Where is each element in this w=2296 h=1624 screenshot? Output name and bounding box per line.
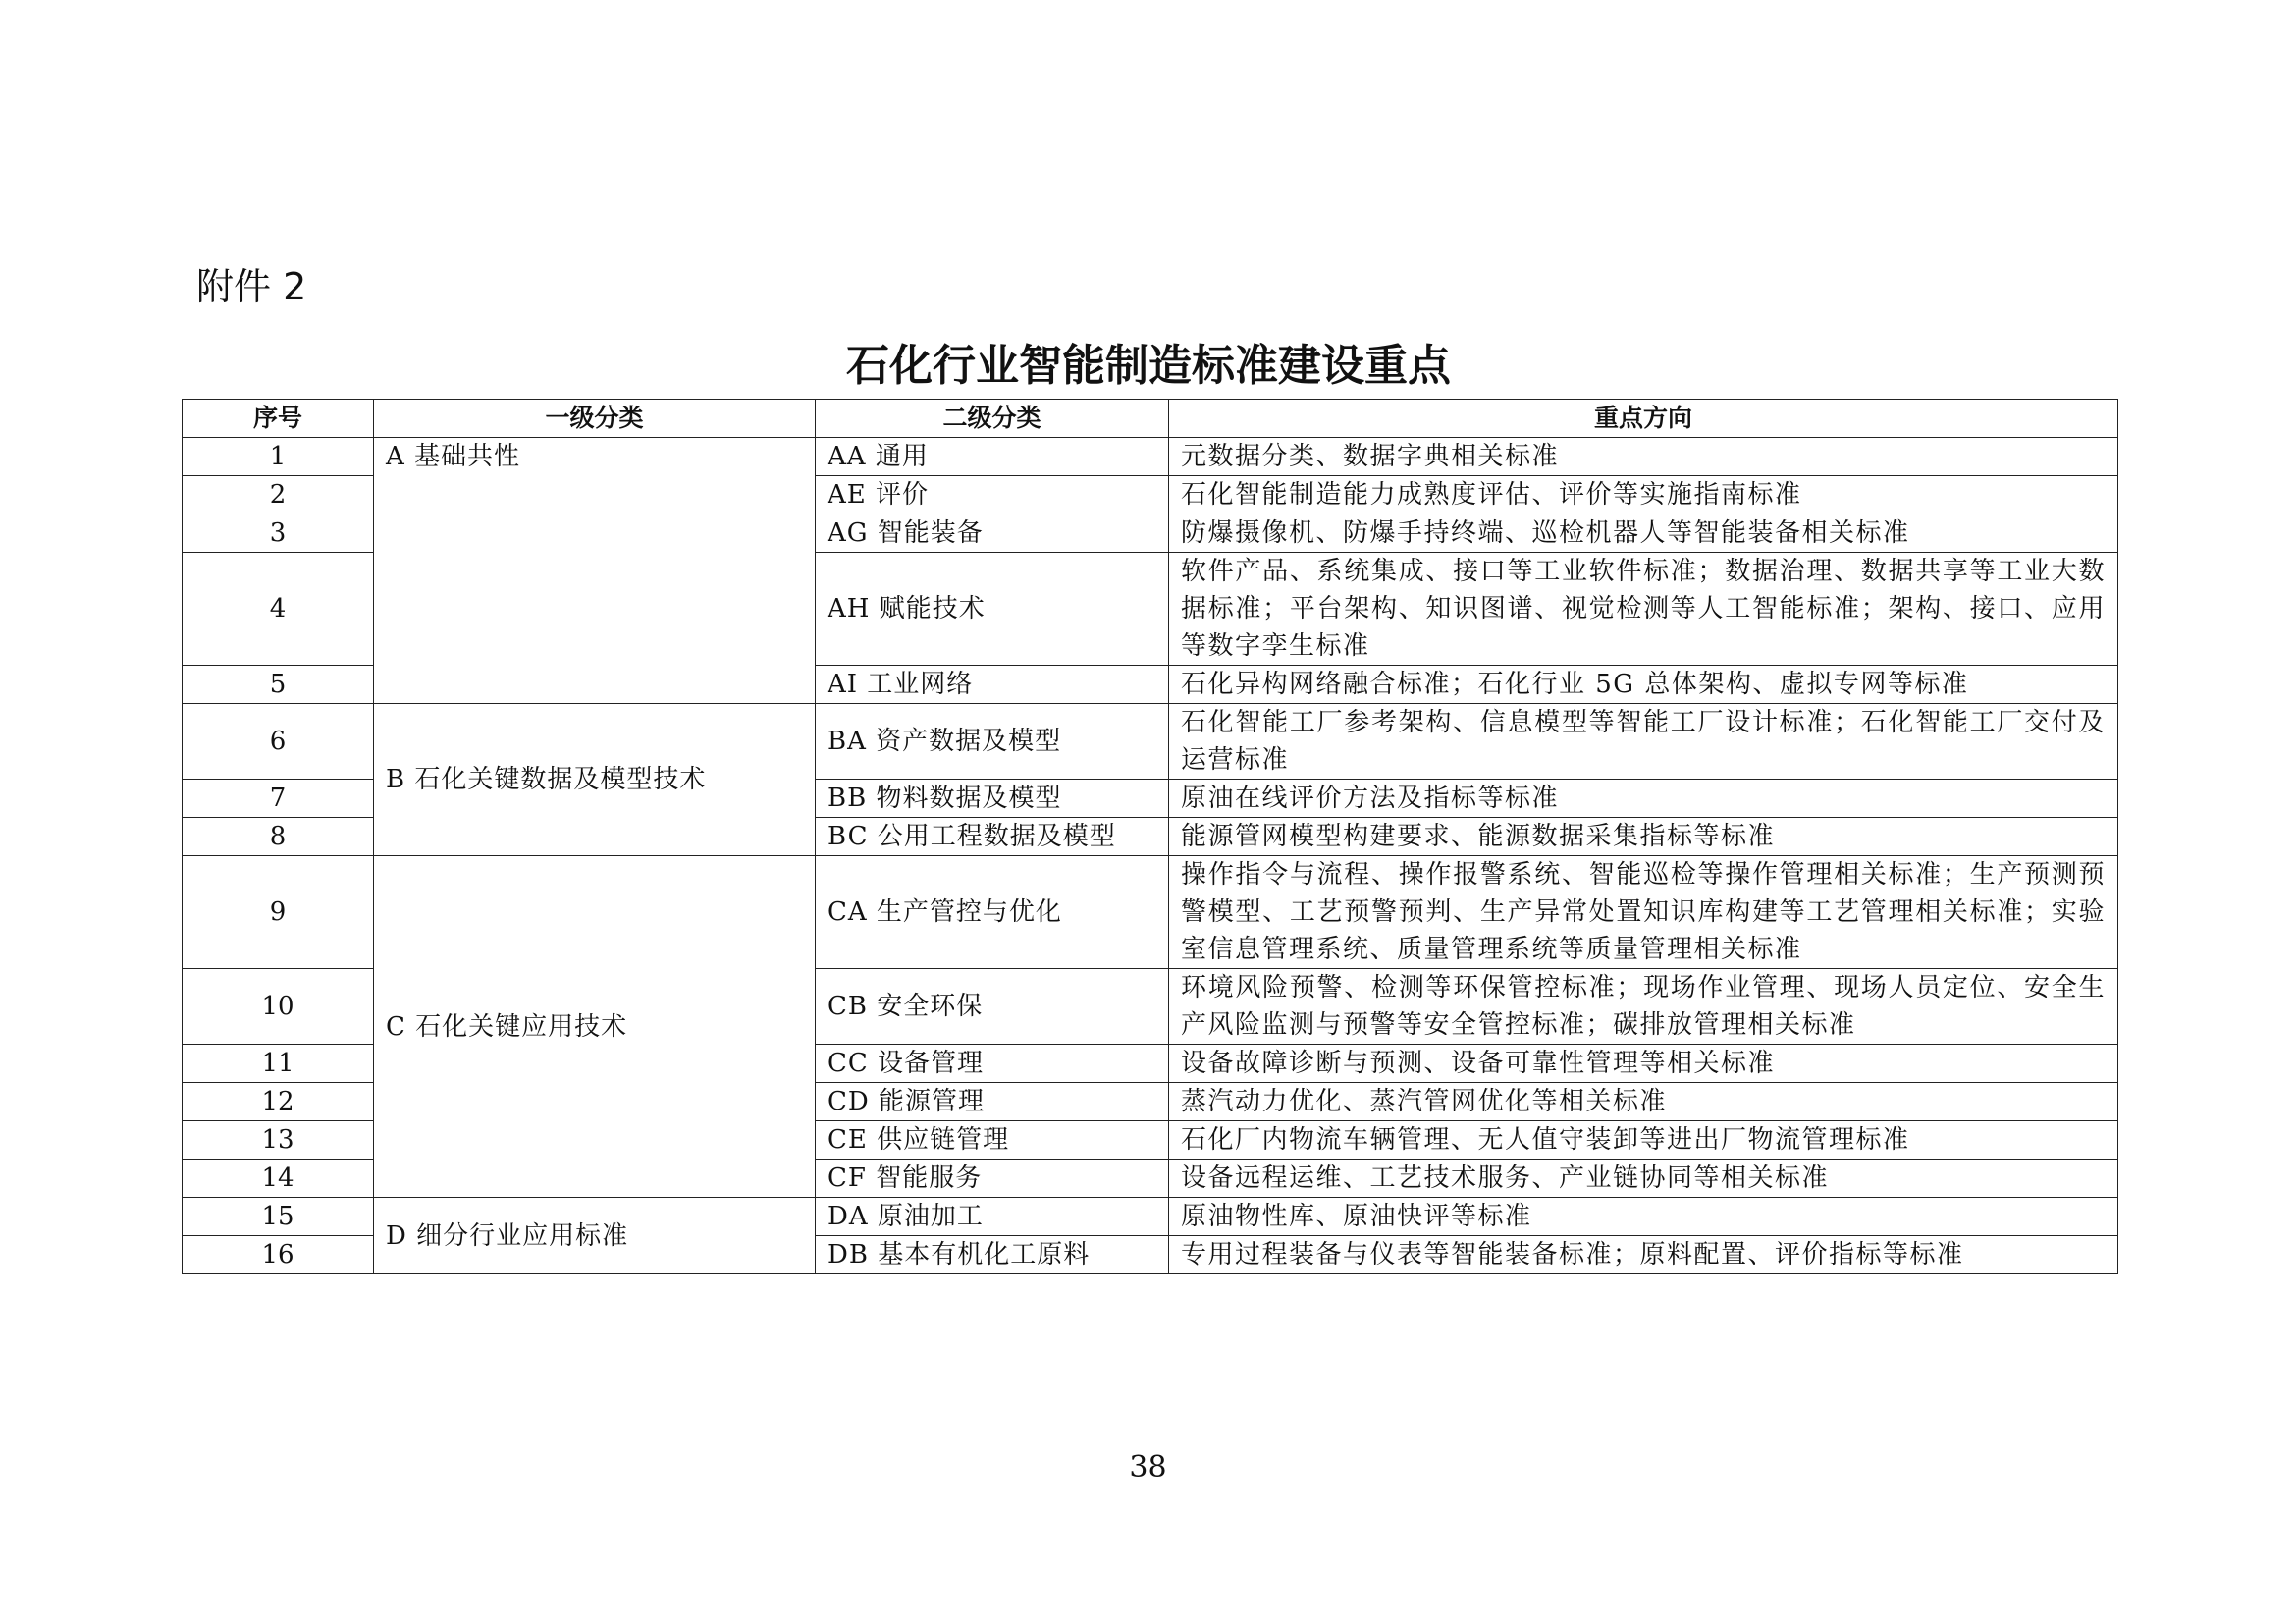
level2-category-cell: CA 生产管控与优化 — [816, 856, 1169, 969]
level2-category-cell: DB 基本有机化工原料 — [816, 1236, 1169, 1274]
row-number: 15 — [183, 1198, 374, 1236]
row-number: 2 — [183, 476, 374, 514]
row-number: 16 — [183, 1236, 374, 1274]
standards-table — [182, 399, 2118, 1274]
table-row — [183, 704, 2118, 780]
header-level2-category: 二级分类 — [816, 400, 1169, 438]
header-seq: 序号 — [183, 400, 374, 438]
row-number: 13 — [183, 1121, 374, 1160]
focus-direction-cell: 石化智能工厂参考架构、信息模型等智能工厂设计标准；石化智能工厂交付及运营标准 — [1169, 704, 2118, 780]
level2-category-cell: AH 赋能技术 — [816, 553, 1169, 666]
level2-category-cell: BB 物料数据及模型 — [816, 780, 1169, 818]
focus-direction-cell: 元数据分类、数据字典相关标准 — [1169, 438, 2118, 476]
level2-category-cell: AI 工业网络 — [816, 666, 1169, 704]
row-number: 12 — [183, 1083, 374, 1121]
focus-direction-cell: 设备远程运维、工艺技术服务、产业链协同等相关标准 — [1169, 1160, 2118, 1198]
focus-direction-cell: 原油在线评价方法及指标等标准 — [1169, 780, 2118, 818]
focus-direction-cell: 蒸汽动力优化、蒸汽管网优化等相关标准 — [1169, 1083, 2118, 1121]
row-number: 10 — [183, 969, 374, 1045]
level2-category-cell: CC 设备管理 — [816, 1045, 1169, 1083]
level2-category-cell: CF 智能服务 — [816, 1160, 1169, 1198]
table-row — [183, 856, 2118, 969]
level1-category-cell: D 细分行业应用标准 — [374, 1198, 816, 1274]
row-number: 14 — [183, 1160, 374, 1198]
level1-category-cell: A 基础共性 — [374, 438, 816, 704]
row-number: 6 — [183, 704, 374, 780]
attachment-label: 附件 2 — [196, 265, 307, 308]
focus-direction-cell: 专用过程装备与仪表等智能装备标准；原料配置、评价指标等标准 — [1169, 1236, 2118, 1274]
focus-direction-cell: 设备故障诊断与预测、设备可靠性管理等相关标准 — [1169, 1045, 2118, 1083]
table-header-row — [183, 400, 2118, 438]
focus-direction-cell: 防爆摄像机、防爆手持终端、巡检机器人等智能装备相关标准 — [1169, 514, 2118, 553]
level2-category-cell: CB 安全环保 — [816, 969, 1169, 1045]
focus-direction-cell: 石化异构网络融合标准；石化行业 5G 总体架构、虚拟专网等标准 — [1169, 666, 2118, 704]
row-number: 1 — [183, 438, 374, 476]
level2-category-cell: AG 智能装备 — [816, 514, 1169, 553]
focus-direction-cell: 原油物性库、原油快评等标准 — [1169, 1198, 2118, 1236]
row-number: 4 — [183, 553, 374, 666]
page-title: 石化行业智能制造标准建设重点 — [846, 341, 1451, 391]
table-row — [183, 438, 2118, 476]
level2-category-cell: CE 供应链管理 — [816, 1121, 1169, 1160]
page-number: 38 — [1129, 1450, 1167, 1485]
level2-category-cell: BC 公用工程数据及模型 — [816, 818, 1169, 856]
row-number: 8 — [183, 818, 374, 856]
row-number: 11 — [183, 1045, 374, 1083]
row-number: 9 — [183, 856, 374, 969]
level2-category-cell: DA 原油加工 — [816, 1198, 1169, 1236]
level2-category-cell: BA 资产数据及模型 — [816, 704, 1169, 780]
focus-direction-cell: 能源管网模型构建要求、能源数据采集指标等标准 — [1169, 818, 2118, 856]
level2-category-cell: CD 能源管理 — [816, 1083, 1169, 1121]
table-row — [183, 1198, 2118, 1236]
level2-category-cell: AA 通用 — [816, 438, 1169, 476]
focus-direction-cell: 石化厂内物流车辆管理、无人值守装卸等进出厂物流管理标准 — [1169, 1121, 2118, 1160]
level2-category-cell: AE 评价 — [816, 476, 1169, 514]
focus-direction-cell: 环境风险预警、检测等环保管控标准；现场作业管理、现场人员定位、安全生产风险监测与预警等安全管控标准；碳排放管理相关标准 — [1169, 969, 2118, 1045]
row-number: 7 — [183, 780, 374, 818]
header-level1-category: 一级分类 — [374, 400, 816, 438]
row-number: 3 — [183, 514, 374, 553]
row-number: 5 — [183, 666, 374, 704]
focus-direction-cell: 石化智能制造能力成熟度评估、评价等实施指南标准 — [1169, 476, 2118, 514]
level1-category-cell: C 石化关键应用技术 — [374, 856, 816, 1198]
header-focus-direction: 重点方向 — [1169, 400, 2118, 438]
focus-direction-cell: 软件产品、系统集成、接口等工业软件标准；数据治理、数据共享等工业大数据标准；平台架构、知识图谱、视觉检测等人工智能标准；架构、接口、应用等数字孪生标准 — [1169, 553, 2118, 666]
level1-category-cell: B 石化关键数据及模型技术 — [374, 704, 816, 856]
focus-direction-cell: 操作指令与流程、操作报警系统、智能巡检等操作管理相关标准；生产预测预警模型、工艺预警预判、生产异常处置知识库构建等工艺管理相关标准；实验室信息管理系统、质量管理系统等质量管理相关标准 — [1169, 856, 2118, 969]
